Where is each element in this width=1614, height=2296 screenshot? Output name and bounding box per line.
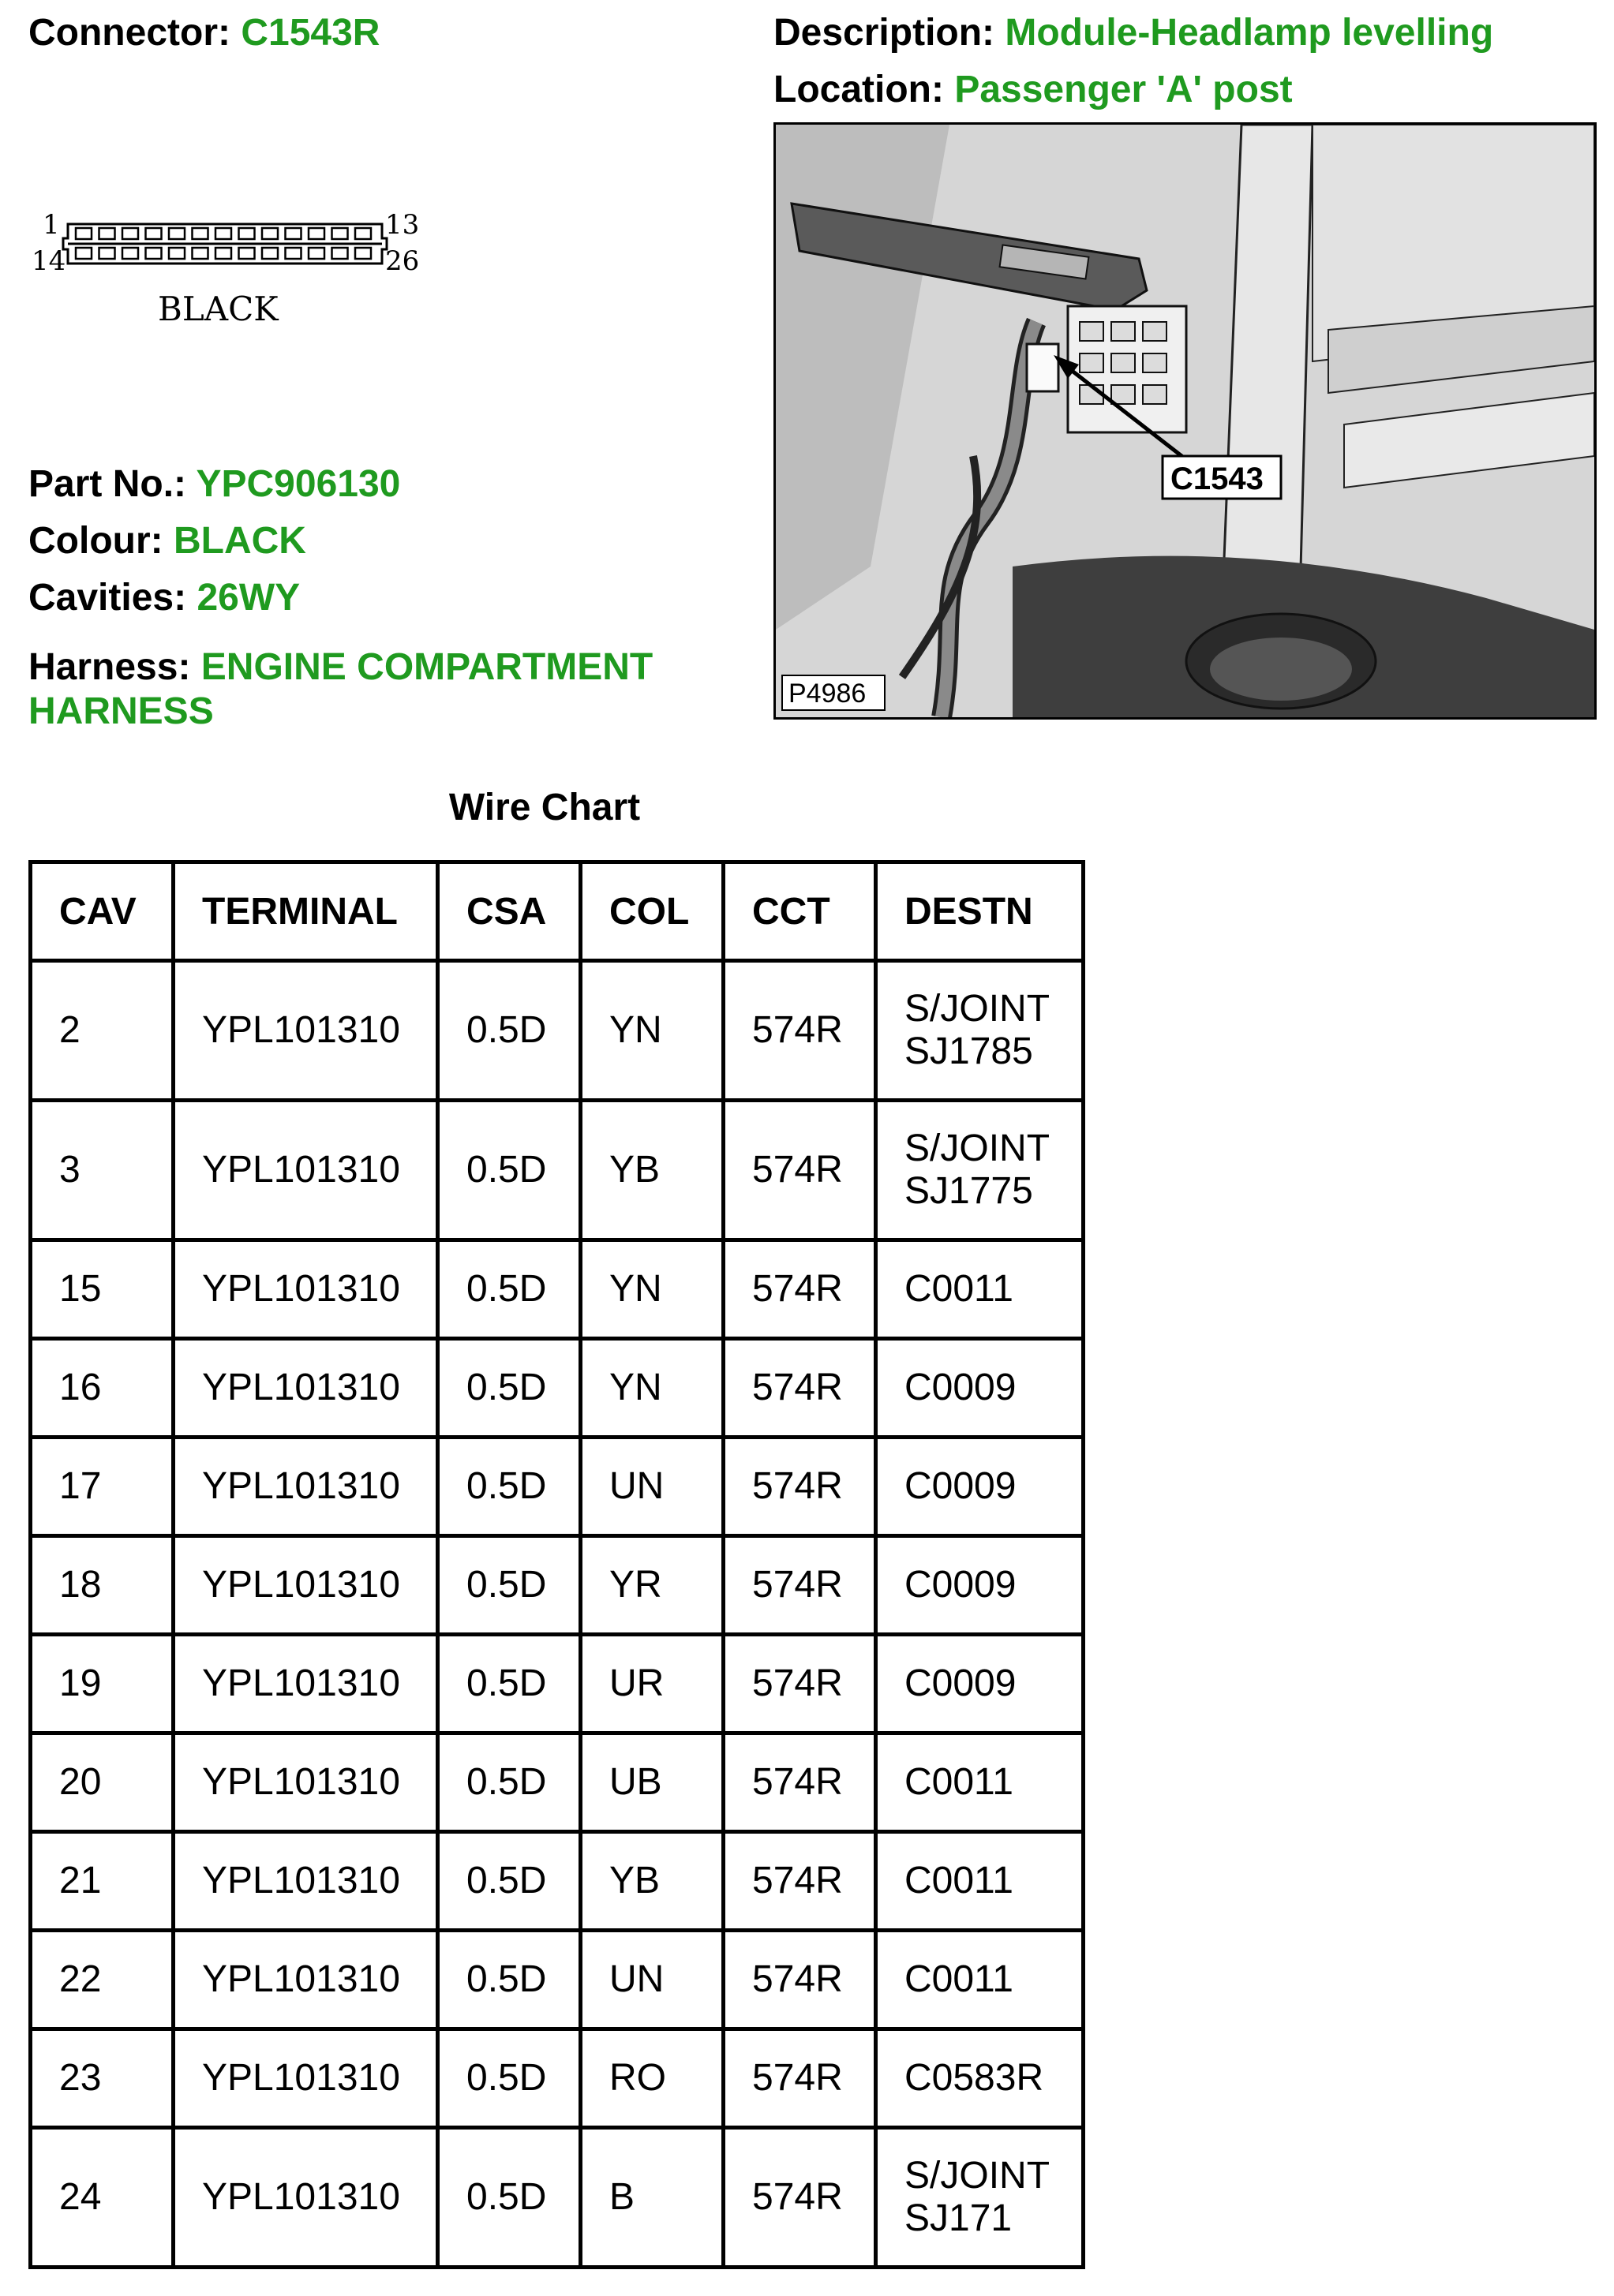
cell-col: UN (581, 1931, 724, 2029)
connector-pin-cavity (286, 228, 301, 239)
header-col: COL (581, 862, 724, 961)
harness-line (28, 645, 739, 734)
cell-col: YN (581, 1240, 724, 1339)
destn-line: C0009 (904, 1564, 1017, 1606)
location-photo (773, 122, 1597, 720)
location-photo-illustration (776, 125, 1594, 717)
wire-row (31, 1240, 1084, 1339)
cell-csa: 0.5D (438, 2029, 581, 2128)
cell-destn (876, 1438, 1084, 1536)
wire-row (31, 1635, 1084, 1733)
description-label: Description: (773, 12, 995, 54)
connector-housing (63, 224, 387, 264)
wire-row (31, 1931, 1084, 2029)
cell-col: RO (581, 2029, 724, 2128)
cell-cct: 574R (724, 1101, 876, 1240)
cavities-value: 26WY (197, 577, 301, 619)
connector-pin-cavity (309, 228, 324, 239)
cell-terminal: YPL101310 (174, 2029, 438, 2128)
cell-cav: 3 (31, 1101, 174, 1240)
connector-face-diagram (32, 211, 442, 338)
connector-pin-cavity (332, 248, 348, 259)
cell-terminal: YPL101310 (174, 1536, 438, 1635)
wire-row (31, 1536, 1084, 1635)
cell-cav: 20 (31, 1733, 174, 1832)
cell-cct: 574R (724, 1931, 876, 2029)
cell-cav: 19 (31, 1635, 174, 1733)
cell-cav: 24 (31, 2128, 174, 2268)
wire-row (31, 1101, 1084, 1240)
cell-terminal: YPL101310 (174, 1733, 438, 1832)
reference-code: P4986 (788, 679, 867, 709)
cell-csa: 0.5D (438, 1832, 581, 1931)
cell-terminal: YPL101310 (174, 2128, 438, 2268)
destn-line: C0009 (904, 1465, 1017, 1507)
wire-row (31, 1832, 1084, 1931)
cell-csa: 0.5D (438, 1339, 581, 1438)
connector-pin-cavity (309, 248, 324, 259)
pin-label-1: 1 (43, 211, 60, 241)
cell-csa: 0.5D (438, 1101, 581, 1240)
cell-csa: 0.5D (438, 1240, 581, 1339)
cell-cct: 574R (724, 1832, 876, 1931)
cell-destn (876, 961, 1084, 1101)
wire-row (31, 1438, 1084, 1536)
destn-line: SJ1775 (904, 1170, 1033, 1212)
cell-csa: 0.5D (438, 1635, 581, 1733)
cell-cav: 18 (31, 1536, 174, 1635)
connector-pin-cavity (262, 248, 278, 259)
description-value: Module-Headlamp levelling (1005, 12, 1494, 54)
connector-pin-cavity (193, 248, 208, 259)
connector-pin-cavity (193, 228, 208, 239)
cell-col: UN (581, 1438, 724, 1536)
cell-terminal: YPL101310 (174, 1240, 438, 1339)
cell-col: UR (581, 1635, 724, 1733)
header-cav: CAV (31, 862, 174, 961)
pin-label-14: 14 (32, 245, 66, 277)
part-number-value: YPC906130 (196, 463, 401, 505)
connector-pin-cavity (146, 248, 162, 259)
connector-pin-cavity (76, 248, 92, 259)
wire-chart-table (28, 860, 1085, 2269)
cell-col: UB (581, 1733, 724, 1832)
cell-cct: 574R (724, 1339, 876, 1438)
cell-col: YB (581, 1101, 724, 1240)
cell-cct: 574R (724, 1635, 876, 1733)
connector-pin-cavity (239, 248, 255, 259)
connector-pin-cavity (215, 248, 231, 259)
cell-cav: 2 (31, 961, 174, 1101)
cell-col: YR (581, 1536, 724, 1635)
wire-chart-header-row (31, 862, 1084, 961)
callout-label: C1543 (1170, 462, 1264, 496)
destn-line: S/JOINT (904, 2155, 1050, 2197)
cell-csa: 0.5D (438, 1931, 581, 2029)
cell-destn (876, 1832, 1084, 1931)
destn-line: C0009 (904, 1367, 1017, 1408)
cell-cct: 574R (724, 2029, 876, 2128)
cell-cav: 22 (31, 1931, 174, 2029)
header-cct: CCT (724, 862, 876, 961)
wire-row (31, 2128, 1084, 2268)
connector-pin-cavity (239, 228, 255, 239)
connector-pin-cavity (99, 228, 115, 239)
connector-pin-cavity (146, 228, 162, 239)
cell-terminal: YPL101310 (174, 1635, 438, 1733)
destn-line: C0011 (904, 1761, 1013, 1803)
cell-destn (876, 2029, 1084, 2128)
destn-line: C0009 (904, 1662, 1017, 1704)
cell-csa: 0.5D (438, 2128, 581, 2268)
wire-row (31, 2029, 1084, 2128)
cell-cct: 574R (724, 1438, 876, 1536)
cell-cav: 15 (31, 1240, 174, 1339)
cell-cct: 574R (724, 1536, 876, 1635)
cell-cav: 16 (31, 1339, 174, 1438)
cell-destn (876, 1931, 1084, 2029)
destn-line: SJ1785 (904, 1030, 1033, 1072)
cell-col: YN (581, 961, 724, 1101)
header-csa: CSA (438, 862, 581, 961)
cell-csa: 0.5D (438, 1438, 581, 1536)
connector-pin-cavity (76, 228, 92, 239)
cavities-label: Cavities: (28, 577, 187, 619)
cavities-line (28, 576, 300, 619)
cell-csa: 0.5D (438, 1536, 581, 1635)
connector-label: Connector: (28, 12, 230, 54)
header-terminal: TERMINAL (174, 862, 438, 961)
destn-line: SJ171 (904, 2197, 1013, 2239)
connector-value: C1543R (241, 12, 380, 54)
cell-cav: 21 (31, 1832, 174, 1931)
connector-pin-cavity (286, 248, 301, 259)
location-label: Location: (773, 69, 944, 110)
connector-pin-cavity (215, 228, 231, 239)
connector-pin-cavity (122, 248, 138, 259)
connector-pin-cavity (355, 228, 371, 239)
connector-pin-cavity (169, 248, 185, 259)
connector-pin-cavity (262, 228, 278, 239)
cell-cct: 574R (724, 2128, 876, 2268)
cell-terminal: YPL101310 (174, 1339, 438, 1438)
cell-terminal: YPL101310 (174, 1931, 438, 2029)
cell-terminal: YPL101310 (174, 1101, 438, 1240)
cell-destn (876, 1339, 1084, 1438)
cell-csa: 0.5D (438, 961, 581, 1101)
header-destn: DESTN (876, 862, 1084, 961)
location-value: Passenger 'A' post (954, 69, 1293, 110)
destn-line: S/JOINT (904, 1127, 1050, 1169)
wire-row (31, 1339, 1084, 1438)
cell-destn (876, 1635, 1084, 1733)
cell-cct: 574R (724, 961, 876, 1101)
wire-chart-body (31, 961, 1084, 2268)
cell-cct: 574R (724, 1733, 876, 1832)
connector-colour-caption: BLACK (158, 290, 279, 328)
cell-csa: 0.5D (438, 1733, 581, 1832)
cell-cct: 574R (724, 1240, 876, 1339)
part-number-line (28, 462, 400, 506)
pin-label-26: 26 (385, 245, 420, 277)
cell-terminal: YPL101310 (174, 961, 438, 1101)
pin-label-13: 13 (385, 211, 420, 241)
wire-row (31, 1733, 1084, 1832)
destn-line: C0011 (904, 1860, 1013, 1901)
harness-label: Harness: (28, 646, 191, 688)
colour-label: Colour: (28, 520, 163, 562)
part-number-label: Part No.: (28, 463, 187, 505)
harness-value: ENGINE COMPARTMENT HARNESS (28, 646, 653, 732)
connector-pin-cavity (122, 228, 138, 239)
connector-line (28, 11, 380, 54)
cell-terminal: YPL101310 (174, 1438, 438, 1536)
destn-line: C0011 (904, 1268, 1013, 1310)
cell-col: B (581, 2128, 724, 2268)
cell-destn (876, 1536, 1084, 1635)
cell-cav: 23 (31, 2029, 174, 2128)
connector-pin-cavity (169, 228, 185, 239)
cell-col: YB (581, 1832, 724, 1931)
destn-line: C0583R (904, 2057, 1044, 2099)
description-line (773, 11, 1493, 54)
cell-col: YN (581, 1339, 724, 1438)
cell-destn (876, 2128, 1084, 2268)
destn-line: S/JOINT (904, 988, 1050, 1030)
connector-pin-cavity (332, 228, 348, 239)
colour-value: BLACK (173, 520, 306, 562)
cell-destn (876, 1240, 1084, 1339)
wire-chart-title: Wire Chart (448, 787, 641, 828)
wire-row (31, 961, 1084, 1101)
cell-cav: 17 (31, 1438, 174, 1536)
cell-destn (876, 1733, 1084, 1832)
connector-pin-cavity (99, 248, 115, 259)
cell-destn (876, 1101, 1084, 1240)
location-line (773, 68, 1293, 111)
destn-line: C0011 (904, 1958, 1013, 2000)
colour-line (28, 519, 306, 563)
cell-terminal: YPL101310 (174, 1832, 438, 1931)
connector-pin-cavity (355, 248, 371, 259)
